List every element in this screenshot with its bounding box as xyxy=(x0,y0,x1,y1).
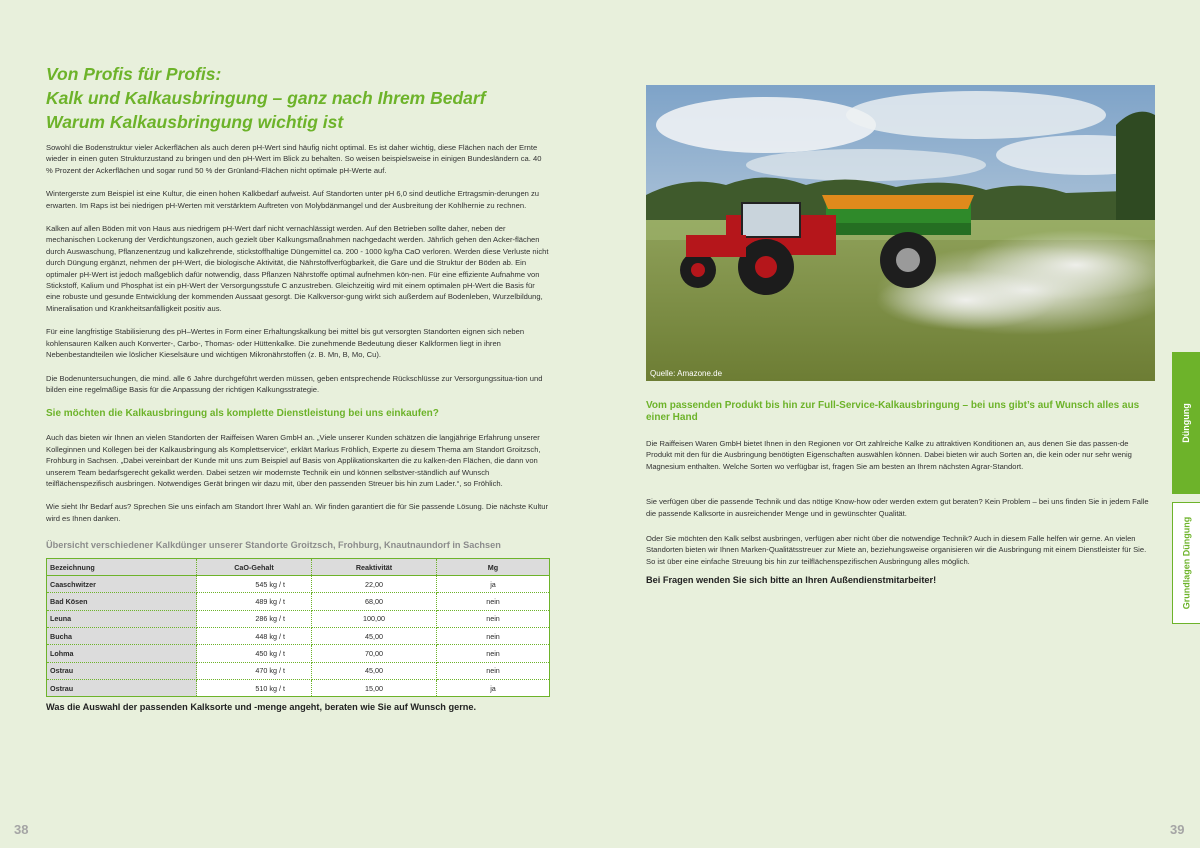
table-row xyxy=(47,628,550,645)
tractor-spreader-photo xyxy=(646,85,1155,381)
cell-cao: 470 kg / t xyxy=(197,662,312,679)
table-row xyxy=(47,576,550,593)
table-title: Übersicht verschiedener Kalkdünger unserer Standorte Groitzsch, Frohburg, Knautnaundorf in Sachsen xyxy=(46,540,501,551)
col-header-mg: Mg xyxy=(437,559,550,576)
cell-mg: ja xyxy=(437,576,550,593)
cell-mg: nein xyxy=(437,593,550,610)
photo-credit: Quelle: Amazone.de xyxy=(650,369,723,378)
cell-bezeichnung: Bad Kösen xyxy=(47,593,197,610)
cell-reaktivitaet: 45,00 xyxy=(312,662,437,679)
cell-mg: nein xyxy=(437,662,550,679)
cell-bezeichnung: Leuna xyxy=(47,610,197,627)
table-row xyxy=(47,645,550,662)
tab-duengung[interactable] xyxy=(1172,352,1200,494)
technik-paragraph: Sie verfügen über die passende Technik und das nötige Know-how oder werden extern gut beraten? Kein Problem – bei uns finden Sie in jedem Falle die passende Kalksorte in ausreichender Menge und in gewünschter Qualität. xyxy=(646,497,1149,518)
right-heading: Vom passenden Produkt bis hin zur Full-Service-Kalkausbringung – bei uns gibt’s auf Wunsch alles aus einer Hand xyxy=(646,400,1140,423)
cell-reaktivitaet: 15,00 xyxy=(312,679,437,696)
page-number-left: 38 xyxy=(14,822,29,837)
table-row xyxy=(47,593,550,610)
tab-grundlagen-label: Grundlagen Düngung xyxy=(1181,516,1192,610)
miete-paragraph: Oder Sie möchten den Kalk selbst ausbringen, verfügen aber nicht über die notwendige Technik? Auch in diesem Falle helfen wir gerne. An vielen Standorten bieten wir Ihnen Marken-Qualitätsstreuer zur Miete an, beziehungsweise organisieren wir die Ausbringung mit einem Dienstleister für Sie. So ist über eine einfache Streuung bis hin zur teilflächenspezifischen Ausbringung alles möglich. xyxy=(646,534,1147,566)
left-page xyxy=(46,62,550,712)
tab-grundlagen-duengung[interactable] xyxy=(1172,502,1200,624)
table-closing-note: Was die Auswahl der passenden Kalksorte und -menge angeht, beraten wie Sie auf Wunsch gerne. xyxy=(46,702,477,713)
cell-bezeichnung: Lohma xyxy=(47,645,197,662)
cell-mg: nein xyxy=(437,645,550,662)
cell-mg: ja xyxy=(437,679,550,696)
cell-bezeichnung: Bucha xyxy=(47,628,197,645)
cell-cao: 489 kg / t xyxy=(197,593,312,610)
cell-reaktivitaet: 68,00 xyxy=(312,593,437,610)
cell-cao: 448 kg / t xyxy=(197,628,312,645)
angebot-paragraph: Die Raiffeisen Waren GmbH bietet Ihnen in den Regionen vor Ort zahlreiche Kalke zu attraktiven Konditionen an, aus denen Sie das passen-de Produkt mit den für die Ausbringung benötigten Eigenschaften auswählen können. Dabei bieten wir auch Sorten an, die kein oder nur sehr wenig Magnesium enthalten. Welche Sorten wo verfügbar ist, fragen Sie am besten an Ihrem nächsten Agrar-Standort. xyxy=(646,439,1132,471)
bodenuntersuchung-paragraph: Die Bodenuntersuchungen, die mind. alle 6 Jahre durchgeführt werden müssen, geben entsprechende Rückschlüsse zur Versorgungssitua-tion und bilden eine regelmäßige Basis für die Anpassung der richtigen Kalkungsstrategie. xyxy=(46,373,543,394)
table-row xyxy=(47,662,550,679)
col-header-cao: CaO-Gehalt xyxy=(197,559,312,576)
contact-note: Bei Fragen wenden Sie sich bitte an Ihren Außendienstmitarbeiter! xyxy=(646,575,937,586)
field-scene-illustration xyxy=(646,85,1155,381)
intro-paragraph: Sowohl die Bodenstruktur vieler Ackerflächen als auch deren pH-Wert sind häufig nicht optimal. Es ist daher wichtig, diese Flächen nach der Ernte wieder in einen guten Strukturzustand zu bringen und den pH-Wert im Blick zu behalten. So weisen beispielsweise in einigen Bundesländern ca. 40 % Prozent der Ackerflächen und sogar rund 50 % der Grünland-Flächen nicht optimale pH-Werte auf. xyxy=(46,143,542,175)
cell-bezeichnung: Ostrau xyxy=(47,679,197,696)
kalkduenger-table xyxy=(46,558,550,697)
col-header-reaktivitaet: Reaktivität xyxy=(312,559,437,576)
page-title-line-2: Kalk und Kalkausbringung – ganz nach Ihrem Bedarf xyxy=(46,88,486,108)
table-row xyxy=(47,679,550,696)
cell-bezeichnung: Ostrau xyxy=(47,662,197,679)
page-title-line-1: Von Profis für Profis: xyxy=(46,64,222,84)
cell-reaktivitaet: 70,00 xyxy=(312,645,437,662)
wintergerste-paragraph: Wintergerste zum Beispiel ist eine Kultur, die einen hohen Kalkbedarf aufweist. Auf Standorten unter pH 6,0 sind deutliche Ertragsmin-derungen zu erwarten. Im Raps ist bei niedrigen pH-Werten mit verstärktem Auftreten von Molybdänmangel und der Ausbreitung der Kohlhernie zu rechnen. xyxy=(46,189,540,210)
cell-cao: 286 kg / t xyxy=(197,610,312,627)
cell-reaktivitaet: 100,00 xyxy=(312,610,437,627)
cell-cao: 450 kg / t xyxy=(197,645,312,662)
page-title-line-3: Warum Kalkausbringung wichtig ist xyxy=(46,112,344,132)
cell-mg: nein xyxy=(437,610,550,627)
col-header-bezeichnung: Bezeichnung xyxy=(47,559,197,576)
cell-reaktivitaet: 45,00 xyxy=(312,628,437,645)
page-number-right: 39 xyxy=(1170,822,1185,837)
cell-mg: nein xyxy=(437,628,550,645)
cell-bezeichnung: Caaschwitzer xyxy=(47,576,197,593)
service-subheading: Sie möchten die Kalkausbringung als komplette Dienstleistung bei uns einkaufen? xyxy=(46,408,439,420)
table-header-row xyxy=(47,559,550,576)
cell-reaktivitaet: 22,00 xyxy=(312,576,437,593)
stabilisierung-paragraph: Für eine langfristige Stabilisierung des pH–Wertes in Form einer Erhaltungskalkung bei mittel bis gut versorgten Standorten eignen sich neben kohlensauren Kalken auch Konverter-, Carbo-, Thomas- oder Hüttenkalke. Die zunehmende Bedeutung dieser Kalkformen liegt in ihren Nebenbestandteilen wie löslicher Kieselsäure und wichtigen Mikronährstoffen (z. B. Mn, B, Mo, Cu). xyxy=(46,327,525,360)
service-paragraph: Auch das bieten wir Ihnen an vielen Standorten der Raiffeisen Waren GmbH an. „Viele unserer Kunden schätzen die langjährige Erfahrung unserer Kolleginnen und Kollegen bei der Kalkausbringung als Komplettservice“, erklärt Markus Fröhlich, Experte zu diesem Thema am Standort Groitzsch, Frohburg in Sachsen. „Dabei vereinbart der Kunde mit uns zum Beispiel auf Basis von Applikationskarten die zu kalken-den Flächen, die dann von unserem Team bedarfsgerecht gekalkt werden. Dabei setzen wir modernste Technik ein und können selbstver-ständlich auf Wunsch teilflächenspezifisch ausbringen. Notwendiges Gerät bringen wir dazu mit, über den passenden Streuer bis hin zum Lader.“, so Fröhlich. xyxy=(46,433,541,488)
right-page-content xyxy=(646,400,1156,585)
cell-cao: 510 kg / t xyxy=(197,679,312,696)
bedarf-paragraph: Wie sieht Ihr Bedarf aus? Sprechen Sie uns einfach am Standort Ihrer Wahl an. Wir finden garantiert die für Sie passende Lösung. Die nächste Kultur wird es Ihnen danken. xyxy=(46,502,549,523)
table-row xyxy=(47,610,550,627)
cell-cao: 545 kg / t xyxy=(197,576,312,593)
tab-duengung-label: Düngung xyxy=(1181,403,1191,443)
kalken-paragraph: Kalken auf allen Böden mit von Haus aus niedrigem pH-Wert darf nicht vernachlässigt werden. Auf den Betrieben sollte daher, neben der mechanischen Lockerung der Verdichtungszonen, auch gezielt über Kalkungsmaßnahmen nachgedacht werden. Jährlich gehen den Acker-flächen durch Auswaschung, Pflanzenentzug und kalkzehrende, stickstoffhaltige Düngemittel ca. 200 - 1000 kg/ha CaO verloren. Werden diese Verluste nicht durch Düngung ergänzt, nehmen der pH-Wert, die biologische Aktivität, die Nährstoffverfügbarkeit, die Gare und die Struktur der Böden ab. Ein optimaler pH-Wert ist jedoch maßgeblich dafür notwendig, dass Pflanzen Nährstoffe optimal aufnehmen kön-nen. Für eine effiziente Aufnahme von Stickstoff, Kalium und Phosphat ist ein pH-Wert der Versorgungsstufe C anzustreben. Gleichzeitig wird mit einem optimalen pH-Wert die Basis für eine robuste und gesunde Entwicklung der kommenden Aussaat gesorgt. Die Kalkversor-gung wirkt sich außerdem auf Bodenleben, Wurzelbildung, Mineralisation und Krankheitsanfälligkeit positiv aus. xyxy=(46,224,549,313)
